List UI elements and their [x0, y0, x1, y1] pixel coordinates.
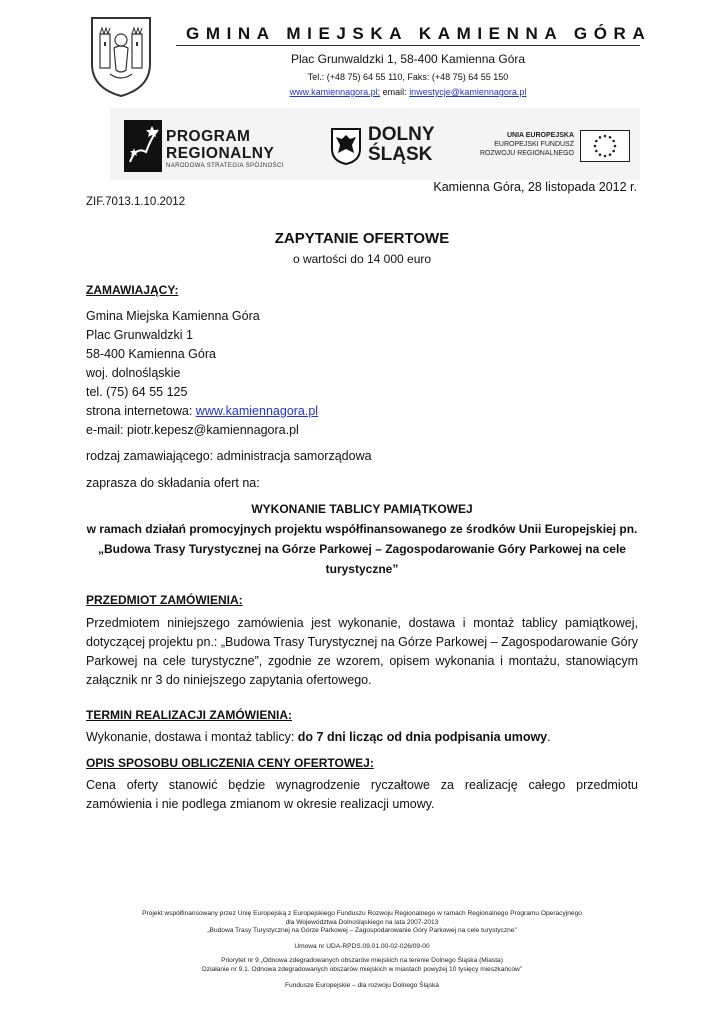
document-reference: ZIF.7013.1.10.2012	[86, 196, 186, 208]
program-regionalny-text	[166, 128, 274, 162]
footer-priority-line: Priorytet nr 9 „Odnowa zdegradowanych obszarów miejskich na terenie Dolnego Śląska (Miasta)	[221, 957, 503, 964]
footer-priority-block	[62, 957, 662, 974]
project-line: w ramach działań promocyjnych projektu współfinansowanego ze środków Unii Europejskiej pn.	[86, 522, 638, 536]
eu-flag-star	[609, 136, 612, 139]
buyer-type: rodzaj zamawiającego: administracja samorządowa	[86, 449, 372, 463]
deadline-prefix: Wykonanie, dostawa i montaż tablicy:	[86, 730, 298, 744]
buyer-email: e-mail: piotr.kepesz@kamiennagora.pl	[86, 423, 299, 437]
buyer-line: Plac Grunwaldzki 1	[86, 328, 193, 342]
eu-fund-text	[478, 131, 574, 158]
deadline-bold: do 7 dni licząc od dnia podpisania umowy	[297, 730, 548, 744]
eu-line1: UNIA EUROPEJSKA	[506, 132, 574, 139]
eu-flag-icon	[580, 130, 630, 162]
document-subtitle: o wartości do 14 000 euro	[292, 252, 432, 266]
eu-line3: ROZWOJU REGIONALNEGO	[479, 150, 574, 157]
header-rule	[176, 45, 640, 46]
header-website-link[interactable]: www.kamiennagora.pl;	[289, 87, 381, 97]
header-phone-fax: Tel.: (+48 75) 64 55 110, Faks: (+48 75) 64 55 150	[307, 72, 509, 82]
buyer-line: 58-400 Kamienna Góra	[86, 347, 216, 361]
document-date: Kamienna Góra, 28 listopada 2012 r.	[433, 180, 637, 194]
dolny-slask-eagle-icon	[330, 127, 362, 165]
eu-flag-star	[609, 153, 612, 156]
program-subtitle: NARODOWA STRATEGIA SPÓJNOŚCI	[166, 163, 284, 169]
subject-heading: PRZEDMIOT ZAMÓWIENIA:	[86, 593, 243, 607]
region-line2: ŚLĄSK	[368, 144, 433, 165]
price-text: Cena oferty stanowić będzie wynagrodzenie ryczałtowe za realizację całego przedmiotu zamówienia i nie podlega zmianom w okresie realizacji umowy.	[86, 778, 638, 811]
deadline-text	[86, 730, 551, 744]
eu-flag-star	[604, 135, 607, 138]
footer-funding-block	[62, 910, 662, 936]
project-line: „Budowa Trasy Turystycznej na Górze Parkowej – Zagospodarowanie Góry Parkowej na cele	[98, 542, 626, 556]
footer-motto: Fundusze Europejskie – dla rozwoju Dolnego Śląska	[285, 982, 439, 989]
price-heading: OPIS SPOSOBU OBLICZENIA CENY OFERTOWEJ:	[86, 756, 374, 770]
project-title-block	[86, 499, 638, 579]
buyer-line: woj. dolnośląskie	[86, 366, 181, 380]
eu-flag-star	[594, 145, 597, 148]
dolny-slask-text	[368, 125, 435, 165]
project-line: WYKONANIE TABLICY PAMIĄTKOWEJ	[251, 502, 473, 516]
footer-priority-line: Działanie nr 9.1. Odnowa zdegradowanych obszarów miejskich w miastach powyżej 10 tysięcy mieszkańców”	[202, 965, 522, 973]
deadline-suffix: .	[547, 730, 551, 744]
header-address: Plac Grunwaldzki 1, 58-400 Kamienna Góra	[290, 52, 526, 66]
deadline-heading: TERMIN REALIZACJI ZAMÓWIENIA:	[86, 708, 292, 722]
region-line1: DOLNY	[368, 124, 435, 145]
website-label: strona internetowa:	[86, 404, 196, 418]
header-email-label: email:	[382, 87, 407, 97]
invitation-text: zaprasza do składania ofert na:	[86, 476, 260, 490]
footer-line: „Budowa Trasy Turystycznej na Górze Parkowej – Zagospodarowanie Góry Parkowej na cele turystyczne”	[207, 927, 517, 935]
header-title: GMINA MIEJSKA KAMIENNA GÓRA	[186, 24, 652, 43]
eu-flag-star	[604, 155, 607, 158]
eu-flag-star	[595, 140, 598, 143]
program-regionalny-logo-icon	[122, 118, 164, 174]
footer-line: dla Województwa Dolnośląskiego na lata 2007-2013	[285, 918, 439, 926]
subject-text: Przedmiotem niniejszego zamówienia jest wykonanie, dostawa i montaż tablicy pamiątkowej, dotyczącej projektu pn.: „Budowa Trasy Turystycznej na Górze Parkowej – Zagospodarowanie Góry Parkowej na cele turystyczne”, zgodnie ze wzorem, opisem wykonania i montażu, stanowiącym załącznik nr 3 do niniejszego zapytania ofertowego.	[86, 616, 638, 687]
eu-line2: EUROPEJSKI FUNDUSZ	[494, 141, 574, 148]
eu-flag-star	[599, 136, 602, 139]
header-email-link[interactable]: inwestycje@kamiennagora.pl	[409, 87, 527, 97]
document-title: ZAPYTANIE OFERTOWE	[274, 230, 450, 247]
program-line1: PROGRAM	[166, 128, 251, 145]
buyer-website-line	[86, 404, 318, 418]
coat-of-arms-icon	[88, 14, 154, 98]
eu-flag-star	[595, 150, 598, 153]
header-web-line	[176, 87, 640, 97]
eu-flag-star	[614, 145, 617, 148]
buyer-heading: ZAMAWIAJĄCY:	[86, 283, 179, 297]
eu-flag-star	[612, 140, 615, 143]
footer-contract: Umowa nr UDA-RPDS.09.01.00-02-026/09-00	[294, 943, 430, 950]
eu-flag-star	[599, 153, 602, 156]
eu-flag-star	[612, 150, 615, 153]
buyer-line: Gmina Miejska Kamienna Góra	[86, 309, 260, 323]
website-link[interactable]: www.kamiennagora.pl	[195, 404, 319, 418]
program-line2: REGIONALNY	[166, 145, 275, 162]
buyer-phone: tel. (75) 64 55 125	[86, 385, 188, 399]
footer-line: Projekt współfinansowany przez Unię Europejską z Europejskiego Funduszu Rozwoju Regionalnego w ramach Regionalnego Programu Operacyjnego	[142, 910, 582, 917]
project-line: turystyczne”	[325, 562, 399, 576]
